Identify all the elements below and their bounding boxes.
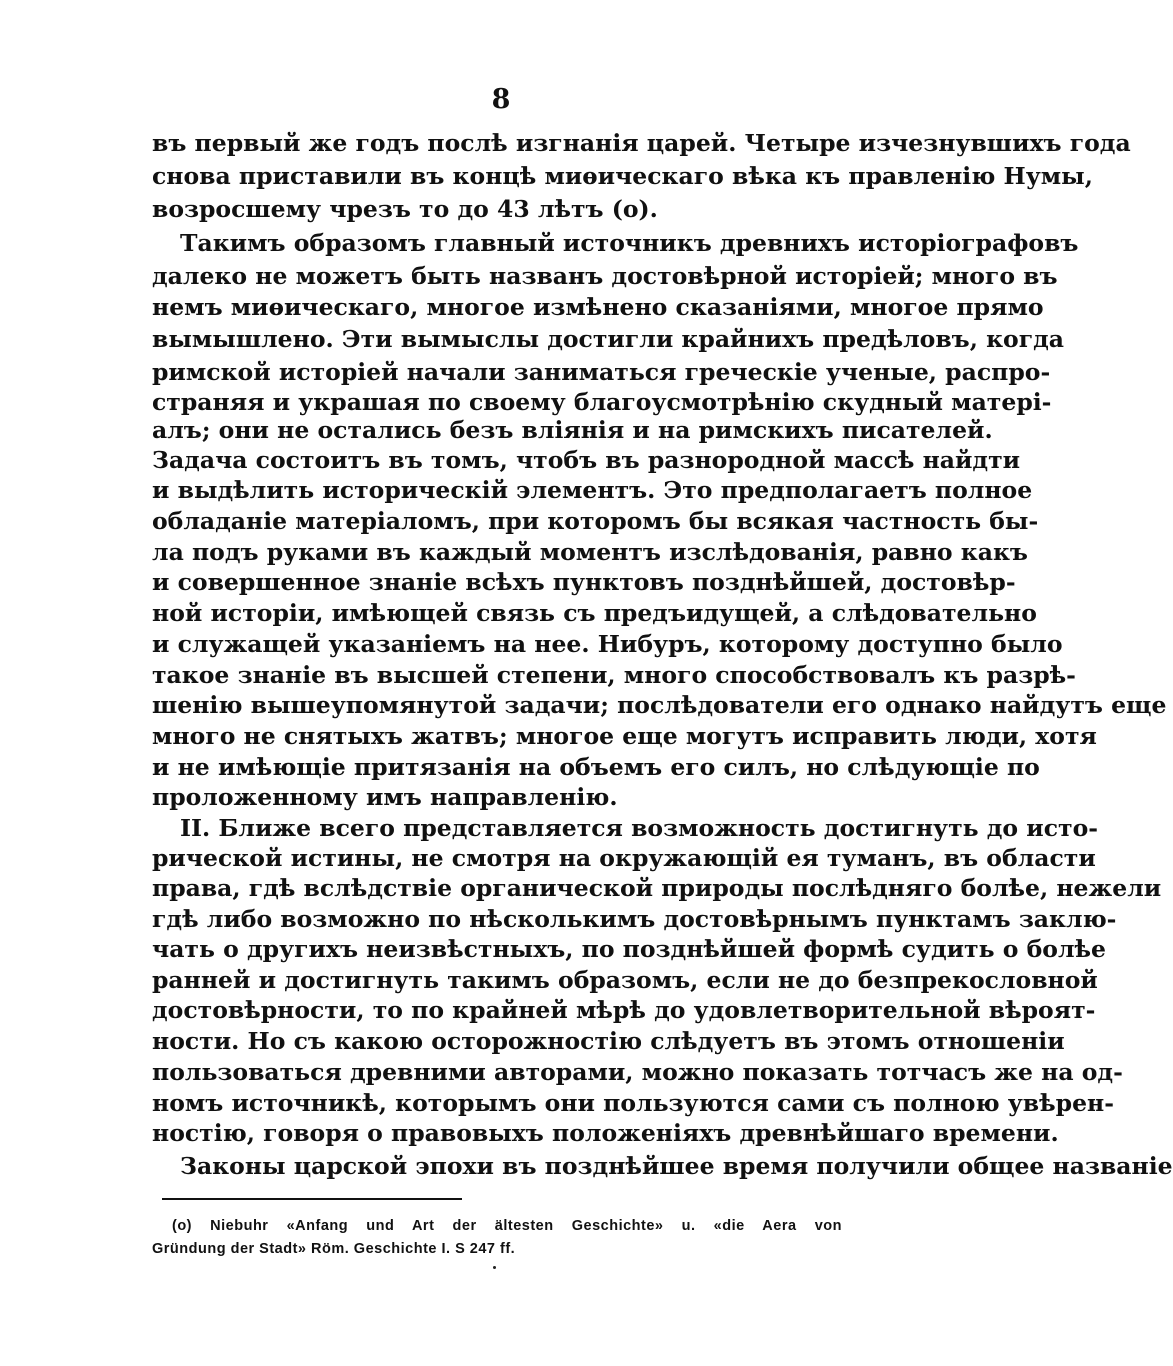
- text-line: снова приставили въ концѣ миѳическаго вѣка къ правленію Нумы,: [152, 162, 1093, 190]
- text-line: и не имѣющіе притязанія на объемъ его силъ, но слѣдующіе по: [152, 753, 1040, 781]
- text-line: немъ миѳическаго, многое измѣнено сказаніями, многое прямо: [152, 293, 1044, 321]
- text-line: много не снятыхъ жатвъ; многое еще могутъ исправить люди, хотя: [152, 722, 1097, 750]
- text-line: ной исторіи, имѣющей связь съ предъидущей, а слѣдовательно: [152, 599, 1037, 627]
- text-line: римской исторіей начали заниматься греческіе ученые, распро-: [152, 358, 1051, 386]
- paragraph-start-line: Такимъ образомъ главный источникъ древнихъ исторіографовъ: [180, 229, 1079, 257]
- text-line: рической истины, не смотря на окружающій ея туманъ, въ области: [152, 844, 1096, 872]
- text-line: чать о другихъ неизвѣстныхъ, по позднѣйшей формѣ судить о болѣе: [152, 935, 1106, 963]
- text-line: ранней и достигнуть такимъ образомъ, если не до безпрекословной: [152, 966, 1098, 994]
- footnote-line: Gründung der Stadt» Röm. Geschichte I. S 247 ff.: [152, 1241, 516, 1257]
- footnote-divider: [162, 1198, 462, 1200]
- text-line: и служащей указаніемъ на нее. Нибуръ, которому доступно было: [152, 630, 1063, 658]
- text-line: проложенному имъ направленію.: [152, 783, 618, 811]
- text-line: ла подъ руками въ каждый моментъ изслѣдованія, равно какъ: [152, 538, 1028, 566]
- text-line: алъ; они не остались безъ вліянія и на римскихъ писателей.: [152, 416, 993, 444]
- text-line: ности. Но съ какою осторожностію слѣдуетъ въ этомъ отношеніи: [152, 1027, 1065, 1055]
- text-line: права, гдѣ вслѣдствіе органической природы послѣдняго болѣе, нежели: [152, 874, 1162, 902]
- text-line: страняя и украшая по своему благоусмотрѣнію скудный матері-: [152, 388, 1052, 416]
- text-line: шенію вышеупомянутой задачи; послѣдователи его однако найдутъ еще: [152, 691, 1167, 719]
- page-number: 8: [491, 84, 511, 115]
- paragraph-start-line: II. Ближе всего представляется возможность достигнуть до исто-: [180, 814, 1099, 842]
- text-line: пользоваться древними авторами, можно показать тотчасъ же на од-: [152, 1058, 1123, 1086]
- text-line: такое знаніе въ высшей степени, много способствовалъ къ разрѣ-: [152, 661, 1076, 689]
- footnote-line: (о) Niebuhr «Anfang und Art der ältesten Geschichte» u. «die Aera von: [172, 1218, 842, 1234]
- print-speck: [493, 1266, 496, 1269]
- text-line: вымышлено. Эти вымыслы достигли крайнихъ предѣловъ, когда: [152, 325, 1065, 353]
- text-line: далеко не можетъ быть названъ достовѣрной исторіей; много въ: [152, 262, 1058, 290]
- text-line: возросшему чрезъ то до 43 лѣтъ (о).: [152, 195, 658, 223]
- text-line: обладаніе матеріаломъ, при которомъ бы всякая частность бы-: [152, 507, 1039, 535]
- text-line: гдѣ либо возможно по нѣсколькимъ достовѣрнымъ пунктамъ заклю-: [152, 905, 1117, 933]
- text-line: и совершенное знаніе всѣхъ пунктовъ позднѣйшей, достовѣр-: [152, 568, 1016, 596]
- text-line: ностію, говоря о правовыхъ положеніяхъ древнѣйшаго времени.: [152, 1119, 1059, 1147]
- text-line: достовѣрности, то по крайней мѣрѣ до удовлетворительной вѣроят-: [152, 996, 1096, 1024]
- text-line: и выдѣлить историческій элементъ. Это предполагаетъ полное: [152, 476, 1033, 504]
- paragraph-start-line: Законы царской эпохи въ позднѣйшее время получили общее названіе: [180, 1152, 1173, 1180]
- text-line: Задача состоитъ въ томъ, чтобъ въ разнородной массѣ найдти: [152, 446, 1021, 474]
- text-line: номъ источникѣ, которымъ они пользуются сами съ полною увѣрен-: [152, 1089, 1114, 1117]
- text-line: въ первый же годъ послѣ изгнанія царей. Четыре изчезнувшихъ года: [152, 129, 1131, 157]
